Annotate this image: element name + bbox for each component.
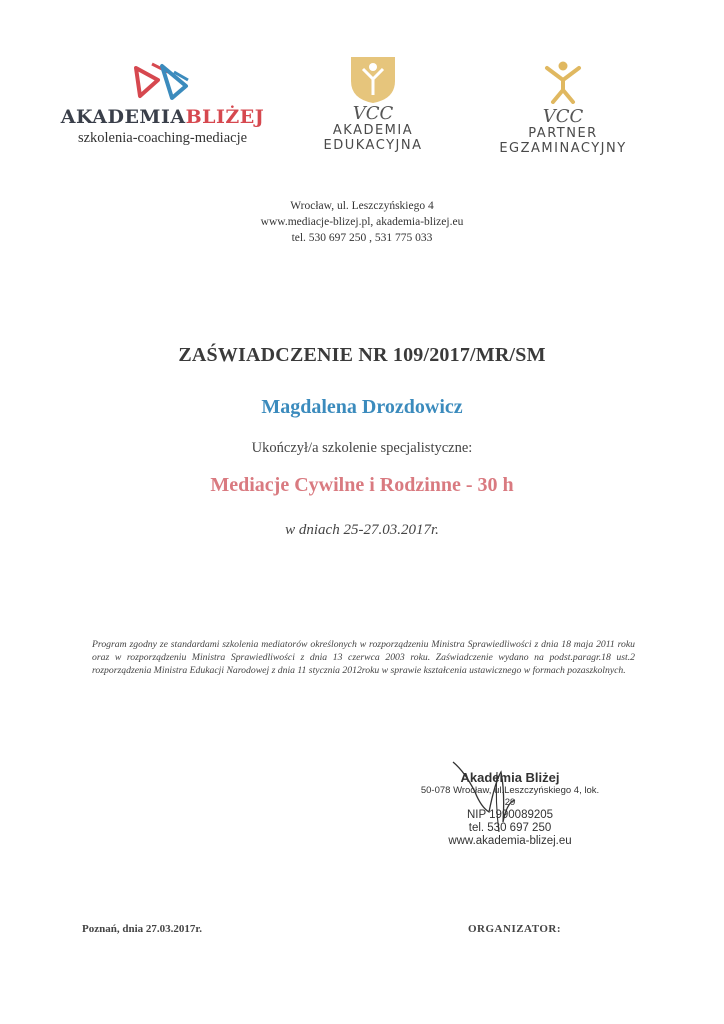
stamp-phone: tel. 530 697 250: [468, 822, 552, 834]
vcc-partner-line2: EGZAMINACYJNY: [499, 141, 627, 156]
akademia-arrows-icon: [128, 62, 196, 104]
address-street: Wrocław, ul. Leszczyńskiego 4: [290, 200, 434, 212]
vcc-academy-line1: AKADEMIA: [332, 123, 414, 138]
brand-part2: BLIŻEJ: [185, 106, 265, 128]
brand-name: [60, 106, 265, 128]
vcc-academy-logo: [318, 55, 428, 153]
vcc-emblem-icon: [345, 55, 401, 105]
vcc-mark: VCC: [352, 103, 394, 124]
stamp-address: 50-078 Wrocław, ul.Leszczyńskiego 4, lok. 29: [420, 785, 600, 808]
akademia-blizej-logo: [60, 62, 270, 152]
organizer-stamp: [420, 770, 600, 848]
place-date: Poznań, dnia 27.03.2017r.: [82, 923, 203, 935]
legal-note: Program zgodny ze standardami szkolenia mediatorów określonych w rozporządzeniu Ministra Sprawiedliwości z dnia 18 maja 2011 roku oraz w rozporządzeniu Ministra Sprawiedliwości z dnia 13 czerwca 2003 roku. Zaświadczenie wydano na podst.paragr.18 ust.2 rozporządzenia Ministra Edukacji Narodowej z dnia 11 stycznia 2012roku w sprawie kształcenia ustawicznego w formach pozaszkolnych.: [92, 639, 635, 676]
certificate-title: ZAŚWIADCZENIE NR 109/2017/MR/SM: [178, 344, 546, 366]
address-phone: tel. 530 697 250 , 531 775 033: [291, 232, 433, 244]
stamp-nip: NIP 1990089205: [466, 809, 554, 821]
brand-part1: AKADEMIA: [60, 106, 186, 128]
stamp-web: www.akademia-blizej.eu: [448, 835, 572, 847]
vcc-academy-line2: EDUKACYJNA: [323, 138, 423, 153]
vcc-partner-line1: PARTNER: [528, 126, 598, 141]
vcc-partner-logo: [498, 60, 628, 156]
course-name: Mediacje Cywilne i Rodzinne - 30 h: [210, 474, 514, 496]
stamp-name: Akademia Bliżej: [460, 770, 560, 785]
course-dates: w dniach 25-27.03.2017r.: [285, 522, 439, 538]
vcc-person-icon: [541, 60, 585, 104]
address-web: www.mediacje-blizej.pl, akademia-blizej.eu: [260, 216, 464, 228]
recipient-name: Magdalena Drozdowicz: [261, 396, 463, 418]
completion-statement: Ukończył/a szkolenie specjalistyczne:: [251, 440, 473, 456]
brand-tagline: szkolenia-coaching-mediacje: [77, 130, 248, 146]
organizer-label: ORGANIZATOR:: [468, 923, 561, 935]
vcc-mark: VCC: [542, 106, 584, 127]
